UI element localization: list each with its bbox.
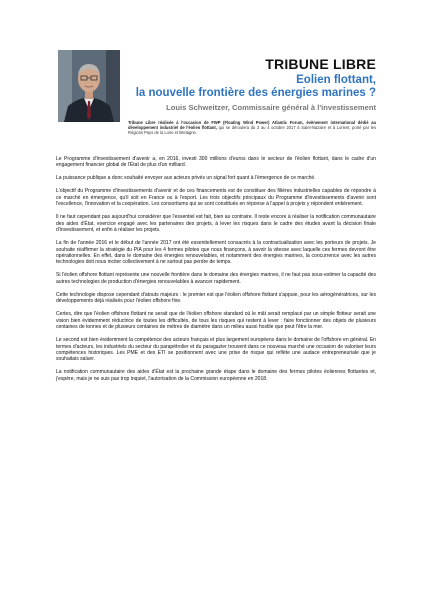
paragraph: La notification communautaire des aides d'État est la prochaine grande étape dans le domaine des fermes pilotes éoliennes flottantes et, j'espère, mais je ne suis pas trop inquiet, l'autorisation de la Commission européenne en 2018. — [56, 369, 376, 382]
paragraph: La puissance publique a donc souhaité envoyer aux acteurs privés un signal fort quant à l'émergence de ce marché. — [56, 175, 316, 182]
rubric-label: TRIBUNE LIBRE — [265, 56, 376, 72]
author-portrait-photo — [58, 50, 120, 122]
paragraph: Certes, dire que l'éolien offshore flottant ne serait que de l'éolien offshore standard où le mât serait remplacé par un simple flotteur serait une vision bien évidemment réductrice de toutes les difficultés, de tous les risques qui restent à lever : faire fonctionner des objets de plusieurs centaines de tonnes et de plusieurs centaines de mètres de diamètre dans un milieu aussi hostile que peut l'être la mer. — [56, 311, 376, 331]
paragraph: Le Programme d'investissement d'avenir a, en 2016, investi 300 millions d'euros dans le secteur de l'éolien flottant, dans le cadre d'un engagement financier global de l'État de plus d'un milliard. — [56, 156, 376, 169]
article-body — [56, 156, 376, 389]
title-line-2: la nouvelle frontière des énergies marines ? — [135, 87, 376, 99]
intro-rest: qui se déroulera du 2 au 4 octobre 2017 à Saint-Nazaire et à Lorient, porté par les Régions Pays de la Loire et Bretagne. — [128, 125, 376, 136]
intro-bold: Tribune Libre réalisée à l'occasion de FWP (Floating Wind Power) Atlantic Forum, évènement international dédié au développement industriel de l'éolien flottant, — [128, 120, 376, 131]
article-header — [58, 50, 376, 150]
paragraph: Cette technologie dispose cependant d'atouts majeurs : le premier est que l'éolien offshore flottant s'appuie, pour les aérogénératrices, sur les développements déjà réalisés pour l'éolien offshore fixe. — [56, 291, 376, 305]
intro-note — [128, 120, 376, 136]
paragraph: La fin de l'année 2016 et le début de l'année 2017 ont été essentiellement consacrés à la contractualisation avec les porteurs de projets. Je souhaite réaffirmer la stratégie du PIA pour les 4 fermes pilotes que nous finançons, à savoir la vitesse avec laquelle ces fermes devront être opérationnelles. En effet, dans le domaine des énergies renouvelables, et notamment des énergies marines, la concurrence avec les autres technologies doit nous inciter collectivement à ne surtout pas perdre de temps. — [56, 240, 376, 266]
paragraph: Il ne faut cependant pas aujourd'hui considérer que l'essentiel est fait, bien au contraire. Il reste encore à réaliser la notification communautaire des aides d'État, exercice engagé avec les partenaires des projets, à lever les risques dans le cadre des études avant la décision finale d'investissement, et enfin à réaliser les projets. — [56, 214, 376, 234]
article-title — [136, 74, 376, 100]
paragraph: L'objectif du Programme d'investissements d'avenir et de ces financements est de constituer des filières industrielles capables de répondre à ce marché en émergence, qu'il soit en France ou à l'export. Les trois objectifs principaux du Programme d'investissements d'avenir sont l'excellence, l'innovation et la coopération. Les consortiums qui se sont constitués en réponse à l'appel à projets y répondent entièrement. — [56, 188, 376, 208]
author-line: Louis Schweitzer, Commissaire général à l'investissement — [166, 103, 376, 112]
title-line-1: Eolien flottant, — [296, 74, 376, 86]
portrait-icon — [58, 50, 120, 122]
paragraph: Le second est bien évidemment la compétence des acteurs français et plus largement européens dans le domaine de l'offshore en général. En termes d'acteurs, les industriels du secteur du parapétrolier et du paragazier trouvent dans ce nouveau marché une occasion de valoriser leurs compétences historiques. Les PME et des ETI se positionnent avec une prise de risque qui reflète une audace entrepreneuriale que je souhaitais saluer. — [56, 337, 376, 363]
paragraph: Si l'éolien offshore flottant représente une nouvelle frontière dans le domaine des énergies marines, il ne faut pas sous-estimer la capacité des autres technologies de production d'énergies renouvelables à avancer rapidement. — [56, 272, 376, 285]
